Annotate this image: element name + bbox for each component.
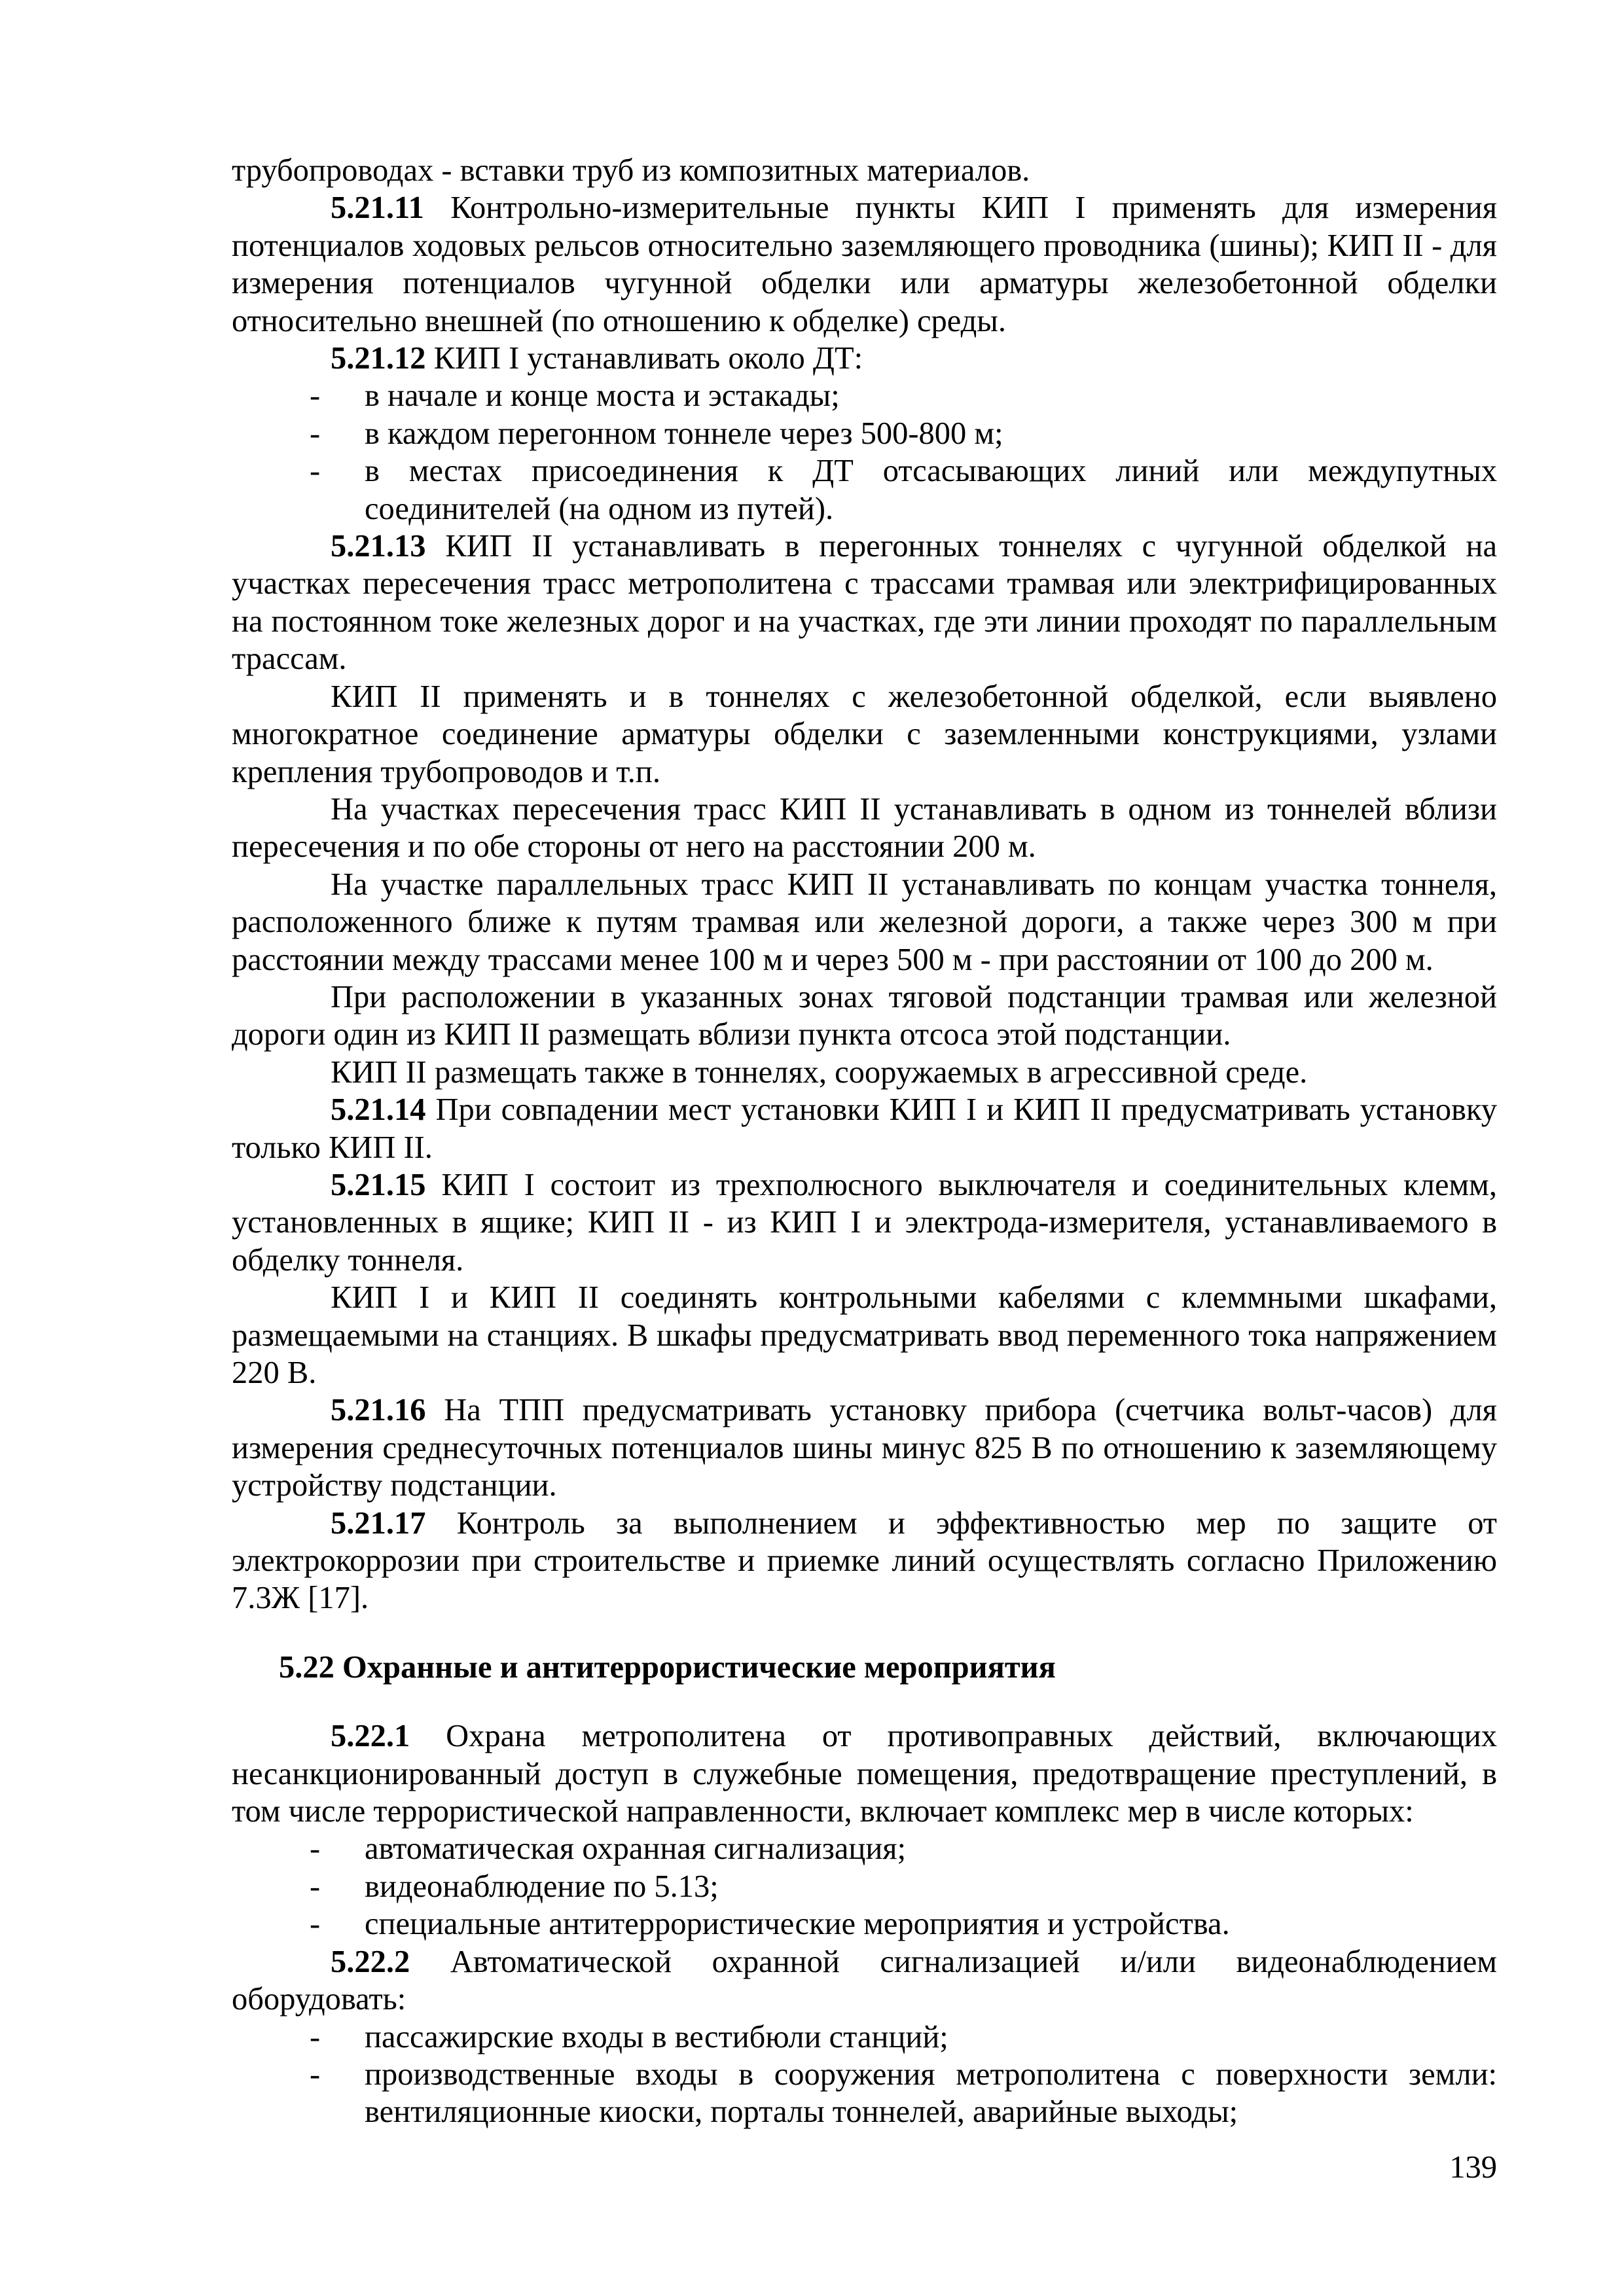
list-item: - автоматическая охранная сигнализация; [365, 1830, 1497, 1867]
paragraph: На участках пересечения трасс КИП II устанавливать в одном из тоннелей вблизи пересечения и по обе стороны от него на расстоянии 200 м. [232, 791, 1497, 865]
list-item: - в начале и конце моста и эстакады; [365, 377, 1497, 414]
clause-number: 5.21.14 [331, 1092, 426, 1128]
list-equip-locations [232, 2018, 1497, 2131]
clause-text: На ТПП предусматривать установку прибора (счетчика вольт-часов) для измерения среднесуточных потенциалов шины минус 825 В по отношению к заземляющему устройству подстанции. [232, 1393, 1497, 1503]
paragraph: На участке параллельных трасс КИП II устанавливать по концам участка тоннеля, расположенного ближе к путям трамвая или железной дороги, а также через 300 м при расстоянии между трассами менее 100 м и через 500 м - при расстоянии от 100 до 200 м. [232, 867, 1497, 977]
clause-number: 5.21.15 [331, 1167, 426, 1202]
clause-number: 5.21.13 [331, 529, 426, 564]
clause-text: КИП I состоит из трехполюсного выключателя и соединительных клемм, установленных в ящике; КИП II - из КИП I и электрода-измерителя, устанавливаемого в обделку тоннеля. [232, 1167, 1497, 1278]
clause-number: 5.21.17 [331, 1505, 426, 1541]
clause-number: 5.22.2 [331, 1944, 410, 1979]
list-kip1-locations [232, 377, 1497, 528]
clause-5-22-2 [232, 1943, 1497, 2018]
list-item: - в каждом перегонном тоннеле через 500-800 м; [365, 415, 1497, 452]
paragraph: КИП II размещать также в тоннелях, сооружаемых в агрессивной среде. [331, 1054, 1308, 1090]
clause-text: При совпадении мест установки КИП I и КИП II предусматривать установку только КИП II. [232, 1092, 1497, 1165]
clause-text: КИП I устанавливать около ДТ: [433, 341, 863, 376]
clause-5-21-14 [232, 1091, 1497, 1166]
clause-5-22-1 [232, 1717, 1497, 1830]
paragraph: При расположении в указанных зонах тяговой подстанции трамвая или железной дороги один из КИП II размещать вблизи пункта отсоса этой подстанции. [232, 979, 1497, 1052]
clause-5-21-15 [232, 1166, 1497, 1279]
list-security-measures [232, 1830, 1497, 1943]
clause-text: Автоматической охранной сигнализацией и/или видеонаблюдением оборудовать: [232, 1944, 1498, 2017]
clause-text: Контроль за выполнением и эффективностью мер по защите от электрокоррозии при строительстве и приемке линий осуществлять согласно Приложению 7.3Ж [17]. [232, 1505, 1498, 1616]
list-item: - видеонаблюдение по 5.13; [365, 1868, 1497, 1905]
list-item: - специальные антитеррористические мероприятия и устройства. [365, 1905, 1497, 1943]
clause-5-21-13 [232, 528, 1497, 678]
clause-number: 5.21.12 [331, 341, 426, 376]
clause-5-21-11 [232, 189, 1497, 340]
list-item: - в местах присоединения к ДТ отсасывающих линий или междупутных соединителей (на одном из путей). [365, 452, 1497, 528]
section-heading: 5.22 Охранные и антитеррористические мероприятия [279, 1649, 1056, 1685]
clause-number: 5.21.11 [331, 190, 424, 226]
paragraph: КИП I и КИП II соединять контрольными кабелями с клеммными шкафами, размещаемыми на станциях. В шкафы предусматривать ввод переменного тока напряжением 220 В. [232, 1280, 1497, 1390]
list-item: - пассажирские входы в вестибюли станций; [365, 2018, 1497, 2056]
clause-text: Контрольно-измерительные пункты КИП I применять для измерения потенциалов ходовых рельсов относительно заземляющего проводника (шины); КИП II - для измерения потенциалов чугунной обделки или арматуры железобетонной обделки относительно внешней (по отношению к обделке) среды. [232, 190, 1498, 338]
intro-text: трубопроводах - вставки труб из композитных материалов. [232, 153, 1030, 188]
clause-text: Охрана метрополитена от противоправных действий, включающих несанкционированный доступ в служебные помещения, предотвращение преступлений, в том числе террористической направленности, включает комплекс мер в числе которых: [232, 1719, 1497, 1829]
clause-text: КИП II устанавливать в перегонных тоннелях с чугунной обделкой на участках пересечения трасс метрополитена с трассами трамвая или электрифицированных на постоянном токе железных дорог и на участках, где эти линии проходят по параллельным трассам. [232, 529, 1498, 677]
clause-5-21-12 [232, 340, 1497, 377]
page-number: 139 [1449, 2150, 1497, 2185]
list-item: - производственные входы в сооружения метрополитена с поверхности земли: вентиляционные киоски, порталы тоннелей, аварийные выходы; [365, 2056, 1497, 2131]
paragraph: КИП II применять и в тоннелях с железобетонной обделкой, если выявлено многократное соединение арматуры обделки с заземленными конструкциями, узлами крепления трубопроводов и т.п. [232, 679, 1497, 789]
clause-number: 5.21.16 [331, 1393, 426, 1428]
document-page [232, 152, 1497, 2131]
clause-5-21-17 [232, 1505, 1497, 1617]
clause-number: 5.22.1 [331, 1719, 410, 1754]
clause-5-21-16 [232, 1391, 1497, 1504]
